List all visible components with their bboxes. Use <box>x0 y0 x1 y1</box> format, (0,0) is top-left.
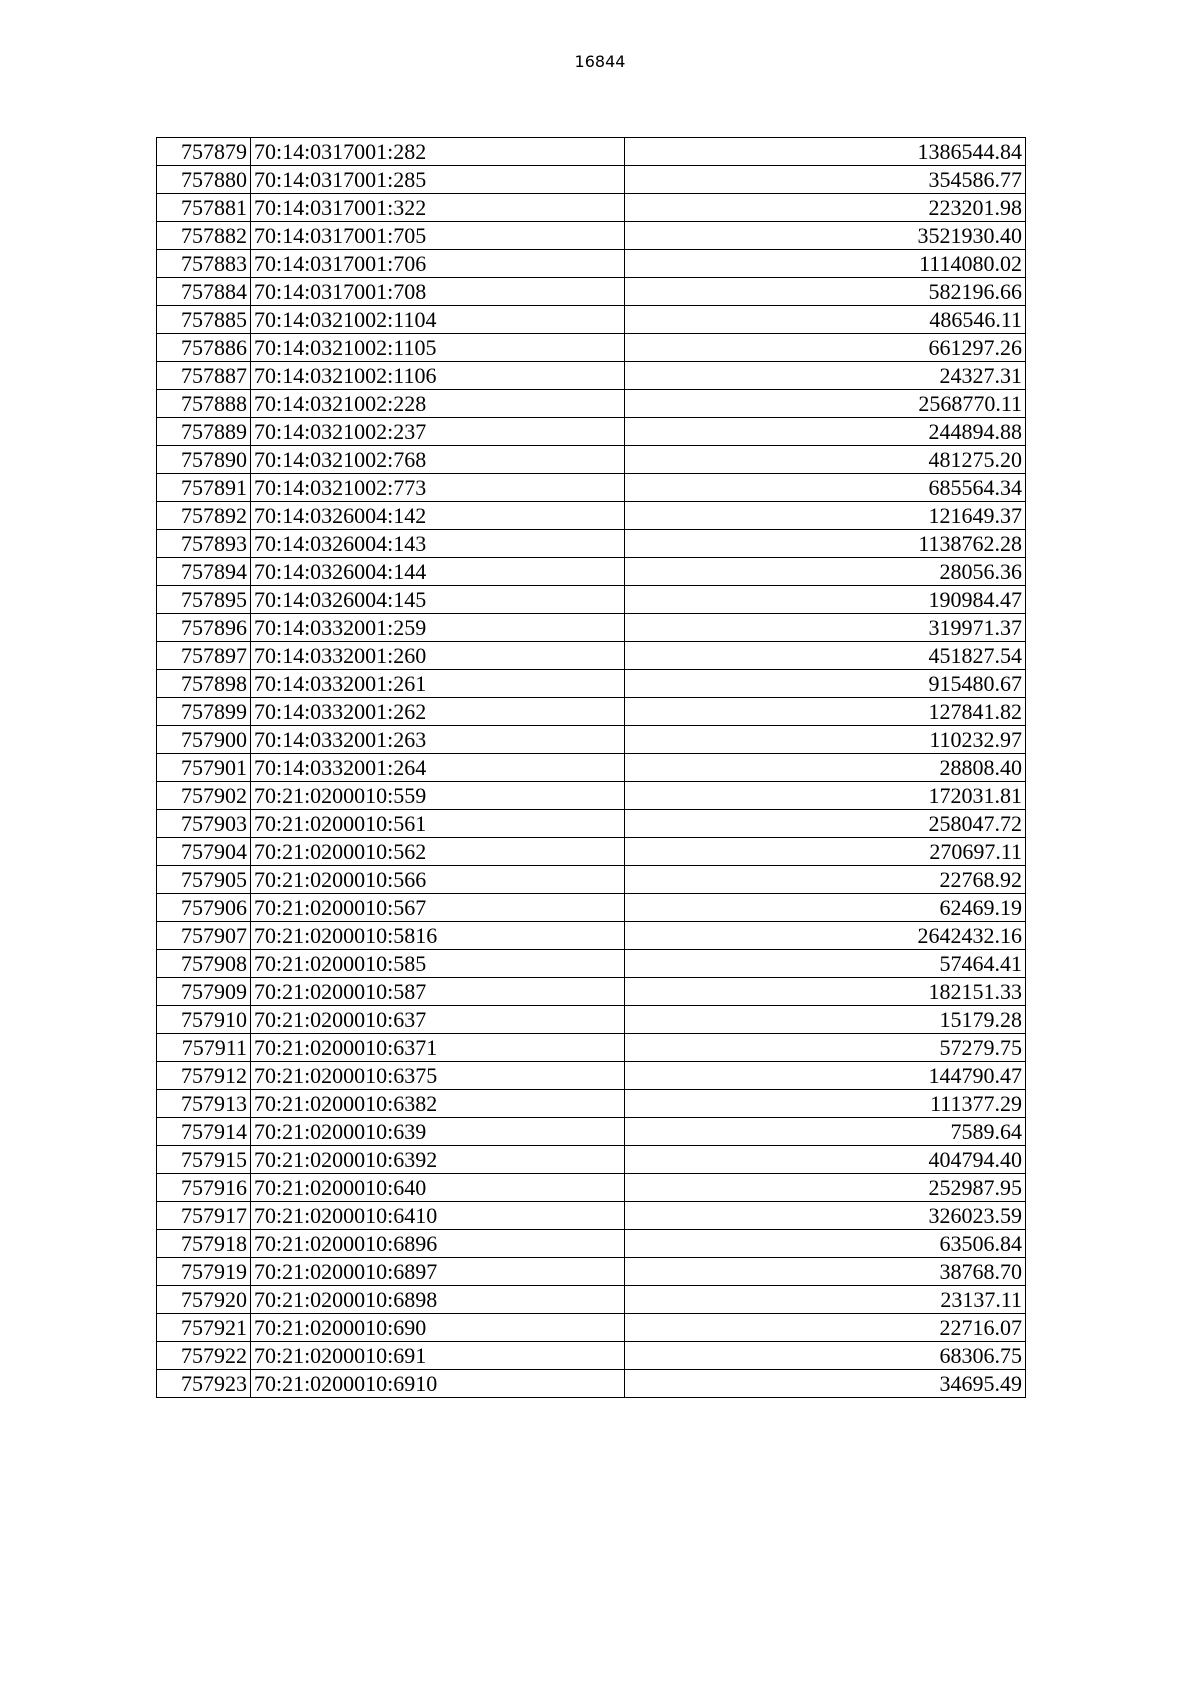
cadastral-number-cell: 70:21:0200010:6382 <box>250 1090 624 1118</box>
cadastral-number-cell: 70:21:0200010:587 <box>250 978 624 1006</box>
row-number-cell: 757893 <box>157 530 251 558</box>
cadastral-number-cell: 70:21:0200010:6910 <box>250 1370 624 1398</box>
cadastral-number-cell: 70:21:0200010:5816 <box>250 922 624 950</box>
table-row <box>157 278 1026 306</box>
table-row <box>157 446 1026 474</box>
cadastral-number-cell: 70:21:0200010:6392 <box>250 1146 624 1174</box>
row-number-cell: 757881 <box>157 194 251 222</box>
cadastral-number-cell: 70:14:0332001:260 <box>250 642 624 670</box>
value-cell: 582196.66 <box>624 278 1025 306</box>
cadastral-number-cell: 70:21:0200010:559 <box>250 782 624 810</box>
cadastral-number-cell: 70:14:0326004:142 <box>250 502 624 530</box>
table-row <box>157 866 1026 894</box>
table-row <box>157 1286 1026 1314</box>
value-cell: 111377.29 <box>624 1090 1025 1118</box>
cadastral-number-cell: 70:14:0321002:1104 <box>250 306 624 334</box>
cadastral-number-cell: 70:14:0317001:705 <box>250 222 624 250</box>
table-row <box>157 334 1026 362</box>
table-row <box>157 1342 1026 1370</box>
row-number-cell: 757886 <box>157 334 251 362</box>
value-cell: 451827.54 <box>624 642 1025 670</box>
row-number-cell: 757907 <box>157 922 251 950</box>
row-number-cell: 757915 <box>157 1146 251 1174</box>
row-number-cell: 757916 <box>157 1174 251 1202</box>
cadastral-number-cell: 70:21:0200010:561 <box>250 810 624 838</box>
table-row <box>157 250 1026 278</box>
value-cell: 1138762.28 <box>624 530 1025 558</box>
value-cell: 404794.40 <box>624 1146 1025 1174</box>
value-cell: 1386544.84 <box>624 138 1025 166</box>
table-row <box>157 698 1026 726</box>
value-cell: 34695.49 <box>624 1370 1025 1398</box>
row-number-cell: 757897 <box>157 642 251 670</box>
cadastral-number-cell: 70:14:0332001:263 <box>250 726 624 754</box>
cadastral-number-cell: 70:21:0200010:567 <box>250 894 624 922</box>
row-number-cell: 757906 <box>157 894 251 922</box>
table-row <box>157 1118 1026 1146</box>
value-cell: 2642432.16 <box>624 922 1025 950</box>
row-number-cell: 757900 <box>157 726 251 754</box>
table-row <box>157 586 1026 614</box>
table-row <box>157 1370 1026 1398</box>
cadastral-number-cell: 70:21:0200010:585 <box>250 950 624 978</box>
row-number-cell: 757911 <box>157 1034 251 1062</box>
value-cell: 15179.28 <box>624 1006 1025 1034</box>
row-number-cell: 757895 <box>157 586 251 614</box>
row-number-cell: 757902 <box>157 782 251 810</box>
cadastral-number-cell: 70:14:0317001:706 <box>250 250 624 278</box>
value-cell: 38768.70 <box>624 1258 1025 1286</box>
value-cell: 252987.95 <box>624 1174 1025 1202</box>
table-row <box>157 362 1026 390</box>
row-number-cell: 757888 <box>157 390 251 418</box>
value-cell: 244894.88 <box>624 418 1025 446</box>
value-cell: 481275.20 <box>624 446 1025 474</box>
value-cell: 57464.41 <box>624 950 1025 978</box>
table-row <box>157 754 1026 782</box>
value-cell: 22768.92 <box>624 866 1025 894</box>
cadastral-number-cell: 70:21:0200010:6896 <box>250 1230 624 1258</box>
row-number-cell: 757919 <box>157 1258 251 1286</box>
table-row <box>157 978 1026 1006</box>
table-row <box>157 1090 1026 1118</box>
table-row <box>157 306 1026 334</box>
cadastral-value-table <box>156 137 1026 1398</box>
row-number-cell: 757892 <box>157 502 251 530</box>
value-cell: 661297.26 <box>624 334 1025 362</box>
table-row <box>157 1258 1026 1286</box>
value-cell: 3521930.40 <box>624 222 1025 250</box>
value-cell: 28808.40 <box>624 754 1025 782</box>
cadastral-number-cell: 70:21:0200010:562 <box>250 838 624 866</box>
value-cell: 121649.37 <box>624 502 1025 530</box>
row-number-cell: 757894 <box>157 558 251 586</box>
cadastral-number-cell: 70:21:0200010:637 <box>250 1006 624 1034</box>
cadastral-number-cell: 70:14:0326004:145 <box>250 586 624 614</box>
table-row <box>157 418 1026 446</box>
row-number-cell: 757898 <box>157 670 251 698</box>
cadastral-number-cell: 70:21:0200010:566 <box>250 866 624 894</box>
table-body <box>157 138 1026 1398</box>
value-cell: 144790.47 <box>624 1062 1025 1090</box>
table-row <box>157 1034 1026 1062</box>
row-number-cell: 757883 <box>157 250 251 278</box>
value-cell: 68306.75 <box>624 1342 1025 1370</box>
value-cell: 24327.31 <box>624 362 1025 390</box>
value-cell: 223201.98 <box>624 194 1025 222</box>
cadastral-number-cell: 70:14:0317001:282 <box>250 138 624 166</box>
cadastral-number-cell: 70:14:0321002:237 <box>250 418 624 446</box>
value-cell: 2568770.11 <box>624 390 1025 418</box>
row-number-cell: 757904 <box>157 838 251 866</box>
table-row <box>157 670 1026 698</box>
cadastral-number-cell: 70:14:0317001:708 <box>250 278 624 306</box>
cadastral-number-cell: 70:14:0317001:285 <box>250 166 624 194</box>
row-number-cell: 757891 <box>157 474 251 502</box>
row-number-cell: 757880 <box>157 166 251 194</box>
row-number-cell: 757912 <box>157 1062 251 1090</box>
table-row <box>157 1062 1026 1090</box>
row-number-cell: 757914 <box>157 1118 251 1146</box>
value-cell: 57279.75 <box>624 1034 1025 1062</box>
value-cell: 319971.37 <box>624 614 1025 642</box>
table-row <box>157 894 1026 922</box>
value-cell: 62469.19 <box>624 894 1025 922</box>
value-cell: 182151.33 <box>624 978 1025 1006</box>
table-row <box>157 1314 1026 1342</box>
cadastral-number-cell: 70:14:0332001:264 <box>250 754 624 782</box>
table-row <box>157 950 1026 978</box>
value-cell: 1114080.02 <box>624 250 1025 278</box>
cadastral-number-cell: 70:21:0200010:6410 <box>250 1202 624 1230</box>
table-row <box>157 530 1026 558</box>
row-number-cell: 757901 <box>157 754 251 782</box>
row-number-cell: 757899 <box>157 698 251 726</box>
value-cell: 685564.34 <box>624 474 1025 502</box>
cadastral-number-cell: 70:14:0321002:1106 <box>250 362 624 390</box>
table-row <box>157 222 1026 250</box>
value-cell: 23137.11 <box>624 1286 1025 1314</box>
table-row <box>157 1146 1026 1174</box>
value-cell: 63506.84 <box>624 1230 1025 1258</box>
table-row <box>157 838 1026 866</box>
table-row <box>157 1006 1026 1034</box>
value-cell: 110232.97 <box>624 726 1025 754</box>
value-cell: 326023.59 <box>624 1202 1025 1230</box>
table-row <box>157 474 1026 502</box>
table-row <box>157 1202 1026 1230</box>
value-cell: 354586.77 <box>624 166 1025 194</box>
table-row <box>157 1174 1026 1202</box>
table-row <box>157 194 1026 222</box>
row-number-cell: 757920 <box>157 1286 251 1314</box>
table-row <box>157 558 1026 586</box>
table-row <box>157 922 1026 950</box>
cadastral-number-cell: 70:14:0321002:768 <box>250 446 624 474</box>
value-cell: 22716.07 <box>624 1314 1025 1342</box>
row-number-cell: 757884 <box>157 278 251 306</box>
cadastral-number-cell: 70:14:0332001:259 <box>250 614 624 642</box>
table-row <box>157 390 1026 418</box>
table-row <box>157 642 1026 670</box>
cadastral-number-cell: 70:21:0200010:6898 <box>250 1286 624 1314</box>
row-number-cell: 757890 <box>157 446 251 474</box>
value-cell: 127841.82 <box>624 698 1025 726</box>
cadastral-number-cell: 70:14:0326004:144 <box>250 558 624 586</box>
page-number: 16844 <box>574 52 626 71</box>
cadastral-number-cell: 70:21:0200010:691 <box>250 1342 624 1370</box>
value-cell: 258047.72 <box>624 810 1025 838</box>
row-number-cell: 757879 <box>157 138 251 166</box>
table-row <box>157 166 1026 194</box>
row-number-cell: 757905 <box>157 866 251 894</box>
row-number-cell: 757921 <box>157 1314 251 1342</box>
cadastral-number-cell: 70:14:0326004:143 <box>250 530 624 558</box>
cadastral-number-cell: 70:14:0332001:261 <box>250 670 624 698</box>
table-row <box>157 614 1026 642</box>
row-number-cell: 757896 <box>157 614 251 642</box>
row-number-cell: 757889 <box>157 418 251 446</box>
cadastral-number-cell: 70:14:0321002:1105 <box>250 334 624 362</box>
row-number-cell: 757887 <box>157 362 251 390</box>
value-cell: 486546.11 <box>624 306 1025 334</box>
row-number-cell: 757918 <box>157 1230 251 1258</box>
value-cell: 28056.36 <box>624 558 1025 586</box>
cadastral-number-cell: 70:21:0200010:6375 <box>250 1062 624 1090</box>
cadastral-number-cell: 70:14:0317001:322 <box>250 194 624 222</box>
row-number-cell: 757922 <box>157 1342 251 1370</box>
row-number-cell: 757917 <box>157 1202 251 1230</box>
table-row <box>157 782 1026 810</box>
table-row <box>157 502 1026 530</box>
cadastral-number-cell: 70:14:0332001:262 <box>250 698 624 726</box>
row-number-cell: 757910 <box>157 1006 251 1034</box>
cadastral-number-cell: 70:14:0321002:773 <box>250 474 624 502</box>
cadastral-number-cell: 70:21:0200010:6897 <box>250 1258 624 1286</box>
cadastral-number-cell: 70:21:0200010:639 <box>250 1118 624 1146</box>
row-number-cell: 757903 <box>157 810 251 838</box>
cadastral-number-cell: 70:14:0321002:228 <box>250 390 624 418</box>
row-number-cell: 757909 <box>157 978 251 1006</box>
table-row <box>157 726 1026 754</box>
row-number-cell: 757882 <box>157 222 251 250</box>
row-number-cell: 757923 <box>157 1370 251 1398</box>
table-row <box>157 1230 1026 1258</box>
table-row <box>157 810 1026 838</box>
value-cell: 270697.11 <box>624 838 1025 866</box>
cadastral-number-cell: 70:21:0200010:6371 <box>250 1034 624 1062</box>
row-number-cell: 757913 <box>157 1090 251 1118</box>
value-cell: 172031.81 <box>624 782 1025 810</box>
cadastral-number-cell: 70:21:0200010:640 <box>250 1174 624 1202</box>
value-cell: 190984.47 <box>624 586 1025 614</box>
row-number-cell: 757908 <box>157 950 251 978</box>
value-cell: 7589.64 <box>624 1118 1025 1146</box>
table-row <box>157 138 1026 166</box>
cadastral-number-cell: 70:21:0200010:690 <box>250 1314 624 1342</box>
value-cell: 915480.67 <box>624 670 1025 698</box>
row-number-cell: 757885 <box>157 306 251 334</box>
